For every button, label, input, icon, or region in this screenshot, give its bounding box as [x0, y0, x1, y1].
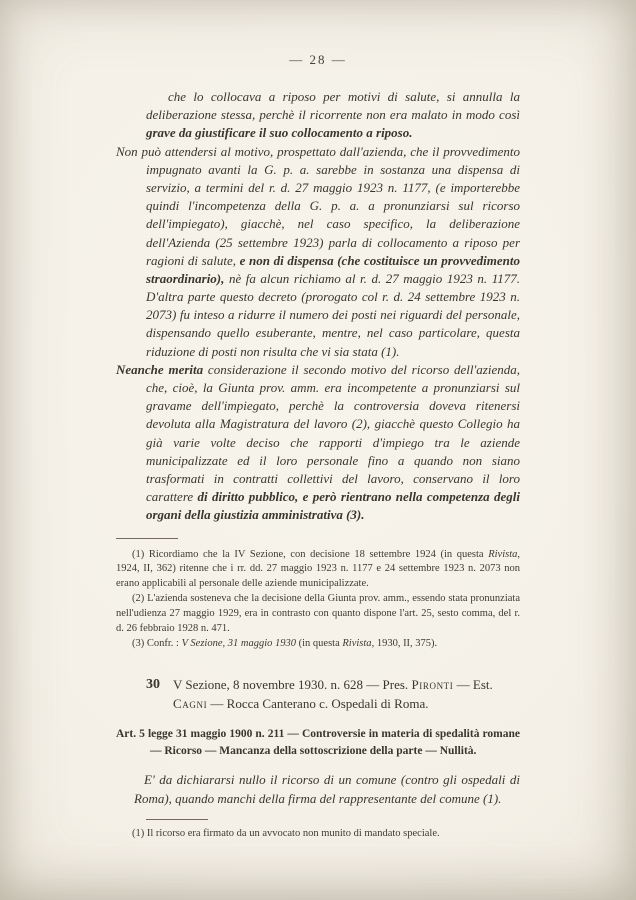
footnote-1	[116, 548, 520, 593]
text-run: considerazione il secondo motivo del ricorso dell'azienda, che, cioè, la Giunta prov. amm. era incompetente a pronunziarsi sul gravame dell'impiegato, perchè la controversia doveva ritenersi devoluta alla Magistratura del lavoro (2), giacchè questo Collegio ha già varie volte deciso che rapporti d'impiego tra le aziende municipalizzate ed il loro personale fino a quando non siano trasformati in contratti collettivi del lavoro, conservano il loro carattere	[146, 361, 520, 505]
estensore-name: Cagni	[173, 695, 208, 711]
text-run: (2) L'azienda sosteneva che la decisione della Giunta prov. amm., essendo stata pronunziata nell'udienza 27 maggio 1929, era in contrasto con quanto dispone l'art. 25, sesto comma, del r. d. 26 febbraio 1928 n. 471.	[116, 593, 520, 635]
text-run: V Sezione, 8 novembre 1930. n. 628 — Pres.	[173, 676, 412, 692]
footnote-2	[116, 592, 520, 637]
case-section	[116, 676, 520, 842]
case-headnote: Art. 5 legge 31 maggio 1900 n. 211 — Controversie in materia di spedalità romane — Ricorso — Mancanza della sottoscrizione della parte — Nullità.	[116, 727, 520, 757]
emphasis-run: grave da giustificare il suo collocamento a riposo.	[146, 125, 413, 141]
footnote-3	[116, 637, 520, 652]
case-header-text	[173, 676, 520, 714]
president-name: Pironti	[411, 676, 454, 692]
text-run: che lo collocava a riposo per motivi di salute, si annulla la deliberazione stessa, perchè il ricorrente non era malato in modo così	[146, 89, 520, 123]
footnote-divider	[116, 538, 178, 539]
case-number: 30	[146, 676, 160, 692]
text-run: — Est.	[453, 676, 493, 692]
italic-run: Rivista	[342, 637, 372, 649]
page-number: — 28 —	[289, 52, 347, 67]
italic-run: V Sezione, 31 maggio 1930	[181, 637, 297, 649]
case-header-row	[116, 676, 520, 714]
text-run: Non può attendersi al motivo, prospettato dall'azienda, che il provvedimento impugnato avanti la G. p. a. sarebbe in sostanza una dispensa di servizio, a termini del r. d. 27 maggio 1923 n. 1177, (e importerebbe quindi l'incompetenza della G. p. a. a pronunziarsi sul ricorso dell'impiegato), giacchè, nel caso specifico, la deliberazione dell'Azienda (25 settembre 1923) parla di collocamento a riposo per ragioni di salute,	[116, 143, 520, 268]
text-run: (1) Ricordiamo che la IV Sezione, con decisione 18 settembre 1924 (in questa	[132, 548, 489, 560]
footnotes-block	[116, 548, 520, 652]
text-run: — Rocca Canterano c. Ospedali di Roma.	[207, 695, 429, 711]
body-paragraph-continuation	[116, 88, 520, 143]
case-footnote-1: (1) Il ricorso era firmato da un avvocato non munito di mandato speciale.	[132, 827, 440, 839]
content-column	[116, 0, 520, 842]
text-run: (3) Confr. :	[132, 637, 182, 649]
body-paragraph	[116, 143, 520, 361]
text-run: nè fa alcun richiamo al r. d. 27 maggio 1923 n. 1177. D'altra parte questo decreto (prorogato col r. d. 24 settembre 1923 n. 2073) fu inteso a ridurre il numero dei posti nei riguardi del personale, dispensando quello esuberante, mentre, nel caso particolare, questa riduzione di posti non risulta che vi sia stata (1).	[146, 270, 520, 359]
italic-run: Rivista	[488, 548, 518, 560]
text-run: (in questa	[296, 637, 343, 649]
decision-body-text	[116, 88, 520, 525]
footnote-divider	[146, 819, 208, 820]
body-paragraph	[116, 361, 520, 525]
emphasis-run: Neanche merita	[116, 361, 204, 377]
case-holding: E' da dichiararsi nullo il ricorso di un comune (contro gli ospedali di Roma), quando manchi della firma del rappresentante del comune (1).	[134, 772, 520, 806]
text-run: , 1930, II, 375).	[371, 637, 438, 649]
text-run: , 1924, II, 362) ritenne che i rr. dd. 27 maggio 1923 n. 1177 e 24 settembre 1923 n. 2073 non erano applicabili al personale delle aziende municipalizzate.	[116, 548, 520, 590]
emphasis-run: e non di dispensa (che costituisce un provvedimento straordinario),	[146, 252, 520, 286]
case-footnote-block	[116, 827, 520, 842]
emphasis-run: di diritto pubblico, e però rientrano nella competenza degli organi della giustizia amministrativa (3).	[146, 489, 520, 523]
